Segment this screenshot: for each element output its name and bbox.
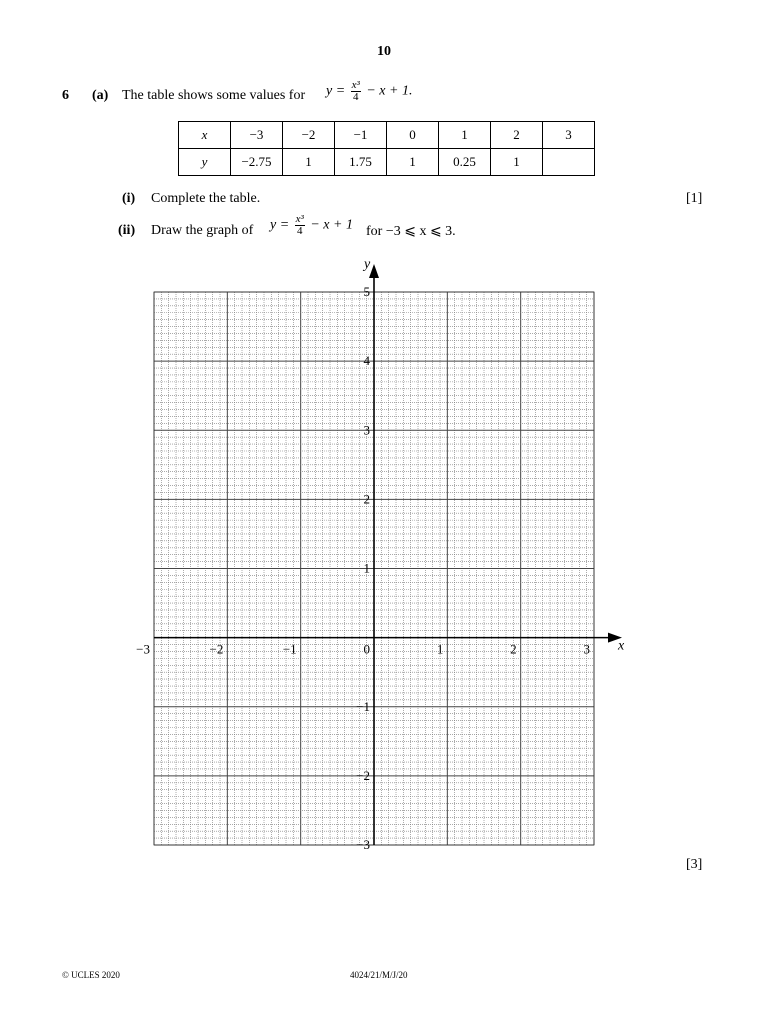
y-tick-label: −1 [356,698,370,714]
page-number: 10 [377,44,391,59]
sub-ii-text: Draw the graph of [151,223,254,238]
table-header-x: x [179,122,231,149]
y-axis-label: y [364,257,371,272]
part-a-label: (a) [92,88,109,103]
table-cell: −2.75 [231,149,283,176]
y-axis-arrow [369,264,379,278]
y-tick-label: 4 [363,353,370,369]
fraction-numerator: x³ [295,213,304,225]
x-tick-label: −1 [282,641,297,657]
x-tick-label: −2 [209,641,224,657]
marks-sub-ii: [3] [686,857,703,872]
y-tick-label: 2 [363,491,370,507]
question-number: 6 [62,88,69,103]
table-cell: −3 [231,122,283,149]
y-tick-label: 5 [363,284,370,299]
x-tick-label: 2 [510,641,517,657]
marks-sub-i: [1] [686,191,703,206]
footer-copyright: © UCLES 2020 [62,970,120,980]
y-tick-label: −2 [356,767,370,783]
sub-i-text: Complete the table. [151,191,261,206]
y-tick-label: 1 [363,560,370,576]
sub-ii-label: (ii) [118,223,136,238]
table-cell: −1 [335,122,387,149]
table-cell: 1 [491,149,543,176]
equation-lhs: y = [270,217,290,233]
x-tick-label: 1 [436,641,444,657]
table-cell: 0.25 [439,149,491,176]
table-cell: 2 [491,122,543,149]
origin-label: 0 [363,641,370,657]
y-tick-label: −3 [356,837,370,852]
sub-ii-range: for −3 ⩽ x ⩽ 3. [366,224,456,239]
table-cell: 1 [439,122,491,149]
table-cell: 0 [387,122,439,149]
x-axis-label: x [618,638,625,654]
table-cell: 1.75 [335,149,387,176]
table-cell: 1 [283,149,335,176]
y-tick-label: 3 [363,422,370,438]
table-cell: 3 [543,122,595,149]
table-cell: −2 [283,122,335,149]
fraction-denominator: 4 [353,91,359,103]
equation-rhs: − x + 1 [310,217,353,233]
fraction-numerator: x³ [351,79,360,91]
x-tick-label: −3 [136,641,150,657]
x-tick-label: 3 [583,641,590,657]
equation-lhs: y = [326,83,346,99]
table-header-y: y [179,149,231,176]
table-cell: 1 [387,149,439,176]
question-intro: The table shows some values for [122,88,306,103]
equation-rhs: − x + 1. [366,83,413,99]
footer-code: 4024/21/M/J/20 [350,970,408,980]
fraction-denominator: 4 [297,225,303,237]
sub-i-label: (i) [122,191,136,206]
